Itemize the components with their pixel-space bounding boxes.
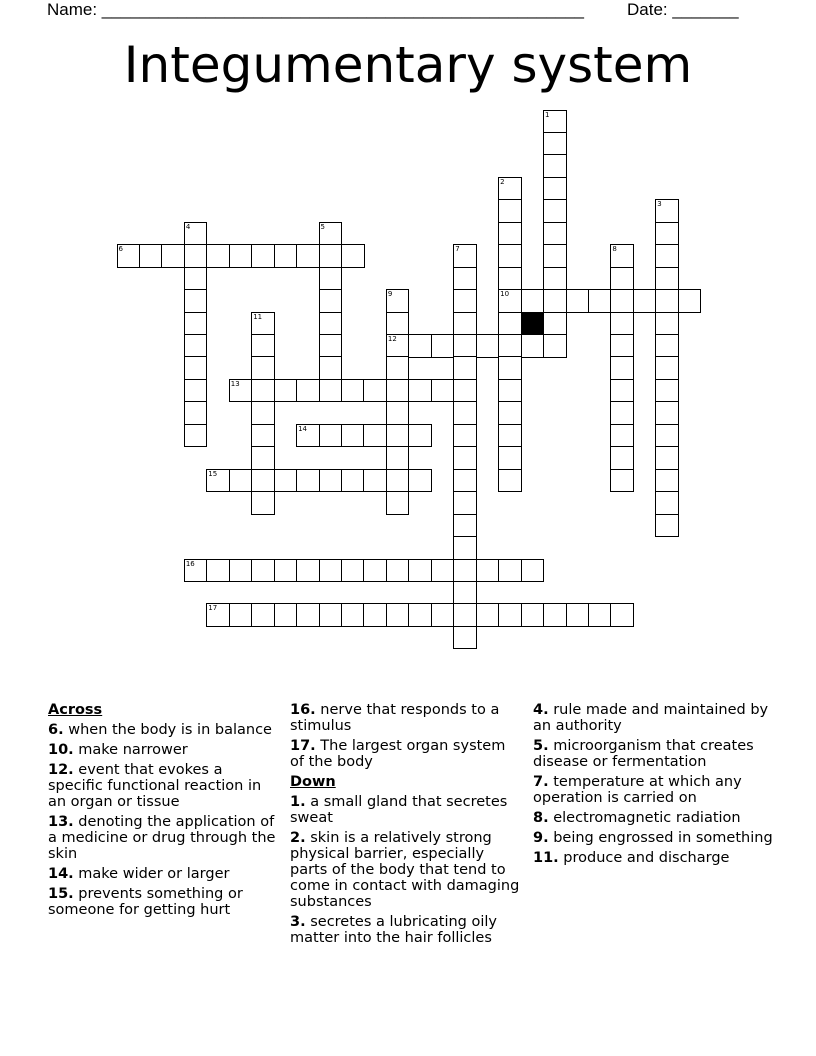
crossword-cell[interactable] (251, 559, 275, 583)
name-field-label: Name: ___________________________________________________ (47, 0, 584, 19)
clue-text: make wider or larger (73, 866, 230, 882)
crossword-cell[interactable] (229, 559, 253, 583)
clue-text: produce and discharge (558, 850, 730, 866)
date-field-label: Date: _______ (627, 0, 739, 19)
clue-text: secretes a lubricating oily matter into the hair follicles (290, 914, 497, 946)
crossword-cell[interactable] (498, 222, 522, 246)
clue-number: 14 (298, 424, 308, 433)
crossword-cell[interactable] (296, 603, 320, 627)
crossword-cell[interactable] (184, 424, 208, 448)
crossword-cell[interactable] (408, 379, 432, 403)
crossword-cell[interactable] (184, 222, 208, 246)
crossword-cell[interactable] (543, 603, 567, 627)
crossword-cell[interactable] (453, 424, 477, 448)
crossword-cell[interactable] (251, 603, 275, 627)
clue-number-label: 3. (290, 914, 306, 930)
clue-number-label: 8. (533, 810, 549, 826)
clue-number-label: 7. (533, 774, 549, 790)
crossword-cell[interactable] (543, 222, 567, 246)
crossword-cell[interactable] (655, 491, 679, 515)
crossword-cell[interactable] (251, 446, 275, 470)
clue-number-label: 11. (533, 850, 559, 866)
crossword-cell[interactable] (498, 446, 522, 470)
clue-number: 8 (612, 245, 617, 254)
across-heading: Across (48, 702, 103, 718)
crossword-cell[interactable] (543, 154, 567, 178)
crossword-cell[interactable] (566, 289, 590, 313)
clue-number: 12 (387, 335, 397, 343)
crossword-cell[interactable] (206, 559, 230, 583)
crossword-cell[interactable] (610, 356, 634, 380)
crossword-cell[interactable] (251, 491, 275, 515)
clue-text: skin is a relatively strong physical barrier, especially parts of the body that tend to come in contact with damaging substances (290, 830, 520, 910)
crossword-cell[interactable] (498, 424, 522, 448)
crossword-cell[interactable] (184, 356, 208, 380)
crossword-cell[interactable] (543, 334, 567, 358)
crossword-cell[interactable] (610, 289, 634, 313)
clue-item (48, 866, 280, 882)
crossword-cell[interactable] (386, 334, 410, 358)
crossword-cell[interactable] (386, 446, 410, 470)
crossword-cell[interactable] (453, 469, 477, 493)
clue-number-label: 5. (533, 738, 549, 754)
crossword-cell[interactable] (274, 603, 298, 627)
crossword-cell[interactable] (319, 244, 343, 268)
crossword-cell[interactable] (453, 536, 477, 560)
crossword-cell[interactable] (543, 312, 567, 336)
crossword-cell[interactable] (610, 446, 634, 470)
crossword-cell[interactable] (610, 267, 634, 291)
crossword-cell[interactable] (319, 289, 343, 313)
clue-number: 6 (118, 245, 123, 254)
crossword-cell[interactable] (521, 334, 545, 358)
clue-number-label: 10. (48, 742, 74, 758)
crossword-cell[interactable] (408, 603, 432, 627)
clue-item (290, 702, 522, 734)
crossword-cell[interactable] (610, 244, 634, 268)
crossword-cell[interactable] (386, 401, 410, 425)
crossword-cell[interactable] (453, 267, 477, 291)
clue-item (48, 886, 280, 918)
crossword-cell[interactable] (319, 334, 343, 358)
crossword-cell[interactable] (453, 334, 477, 358)
crossword-cell[interactable] (319, 312, 343, 336)
down-heading: Down (290, 774, 336, 790)
crossword-cell[interactable] (184, 559, 208, 583)
crossword-cell[interactable] (161, 244, 185, 268)
clue-item (290, 738, 522, 770)
crossword-cell[interactable] (431, 334, 455, 358)
crossword-cell[interactable] (386, 289, 410, 313)
crossword-cell[interactable] (251, 379, 275, 403)
clue-number: 7 (455, 245, 460, 254)
crossword-cell[interactable] (453, 356, 477, 380)
crossword-cell[interactable] (678, 289, 702, 313)
crossword-cell[interactable] (453, 312, 477, 336)
clue-item (48, 722, 280, 738)
clue-number: 13 (230, 379, 240, 388)
crossword-cell[interactable] (543, 244, 567, 268)
crossword-cell[interactable] (386, 603, 410, 627)
clues-column-1 (48, 702, 280, 922)
crossword-cell[interactable] (274, 469, 298, 493)
crossword-cell[interactable] (386, 312, 410, 336)
clue-item (290, 794, 522, 826)
crossword-cell[interactable] (341, 559, 365, 583)
crossword-cell[interactable] (251, 334, 275, 358)
clue-number: 5 (320, 222, 326, 231)
crossword-cell[interactable] (229, 469, 253, 493)
crossword-cell[interactable] (319, 469, 343, 493)
crossword-cell[interactable] (206, 603, 230, 627)
crossword-cell[interactable] (543, 177, 567, 201)
crossword-cell[interactable] (543, 199, 567, 223)
crossword-cell[interactable] (521, 603, 545, 627)
clue-item (533, 850, 773, 866)
crossword-cell[interactable] (386, 491, 410, 515)
clue-text: temperature at which any operation is carried on (533, 774, 742, 806)
crossword-cell[interactable] (476, 334, 500, 358)
clue-item (290, 830, 522, 910)
crossword-cell[interactable] (453, 603, 477, 627)
clue-number-label: 12. (48, 762, 74, 778)
clue-number: 2 (500, 177, 505, 186)
crossword-cell[interactable] (610, 401, 634, 425)
crossword-cell[interactable] (229, 244, 253, 268)
clue-number-label: 4. (533, 702, 549, 718)
crossword-cell[interactable] (363, 559, 387, 583)
clue-text: nerve that responds to a stimulus (290, 702, 500, 734)
crossword-cell[interactable] (184, 379, 208, 403)
crossword-cell[interactable] (521, 559, 545, 583)
clue-text: when the body is in balance (63, 722, 272, 738)
clue-number: 11 (253, 312, 263, 321)
clue-item (533, 774, 773, 806)
crossword-cell[interactable] (655, 514, 679, 538)
clue-number-label: 13. (48, 814, 74, 830)
clue-text: denoting the application of a medicine or drug through the skin (48, 814, 276, 862)
crossword-cell[interactable] (184, 289, 208, 313)
clue-item (533, 702, 773, 734)
clue-number-label: 14. (48, 866, 74, 882)
crossword-cell[interactable] (655, 199, 679, 223)
crossword-cell[interactable] (319, 379, 343, 403)
crossword-cell[interactable] (655, 469, 679, 493)
crossword-cell[interactable] (498, 312, 522, 336)
crossword-cell[interactable] (588, 603, 612, 627)
clue-text: electromagnetic radiation (548, 810, 741, 826)
crossword-cell[interactable] (184, 334, 208, 358)
crossword-cell[interactable] (229, 603, 253, 627)
crossword-cell[interactable] (655, 446, 679, 470)
crossword-cell[interactable] (431, 559, 455, 583)
clue-text: rule made and maintained by an authority (533, 702, 769, 734)
crossword-cell[interactable] (610, 334, 634, 358)
crossword-cell[interactable] (453, 401, 477, 425)
crossword-cell[interactable] (408, 469, 432, 493)
clue-text: prevents something or someone for getting hurt (48, 886, 243, 918)
crossword-cell[interactable] (296, 469, 320, 493)
clue-text: being engrossed in something (548, 830, 773, 846)
crossword-cell[interactable] (655, 244, 679, 268)
crossword-cell[interactable] (184, 267, 208, 291)
crossword-cell[interactable] (251, 469, 275, 493)
crossword-cell[interactable] (341, 603, 365, 627)
crossword-cell[interactable] (274, 379, 298, 403)
crossword-cell[interactable] (251, 356, 275, 380)
crossword-cell[interactable] (319, 222, 343, 246)
clue-number: 17 (208, 604, 218, 613)
clues-column-3 (533, 702, 773, 870)
crossword-cell[interactable] (610, 424, 634, 448)
crossword-cell[interactable] (543, 110, 567, 134)
crossword-cell[interactable] (655, 401, 679, 425)
crossword-cell[interactable] (274, 244, 298, 268)
crossword-cell[interactable] (319, 559, 343, 583)
clue-number-label: 6. (48, 722, 64, 738)
clue-number: 4 (185, 222, 191, 231)
crossword-cell[interactable] (319, 267, 343, 291)
crossword-cell[interactable] (319, 424, 343, 448)
crossword-cell[interactable] (566, 603, 590, 627)
crossword-cell[interactable] (341, 424, 365, 448)
clue-number: 10 (500, 290, 510, 299)
crossword-cell[interactable] (655, 312, 679, 336)
crossword-cell[interactable] (633, 289, 657, 313)
crossword-cell[interactable] (386, 424, 410, 448)
crossword-cell[interactable] (296, 559, 320, 583)
crossword-cell[interactable] (206, 244, 230, 268)
clue-number-label: 16. (290, 702, 316, 718)
crossword-cell[interactable] (521, 289, 545, 313)
crossword-cell[interactable] (431, 379, 455, 403)
clue-text: event that evokes a specific functional reaction in an organ or tissue (48, 762, 262, 810)
crossword-cell[interactable] (498, 244, 522, 268)
crossword-cell[interactable] (498, 469, 522, 493)
crossword-cell[interactable] (453, 379, 477, 403)
crossword-cell[interactable] (498, 334, 522, 358)
crossword-cell[interactable] (296, 379, 320, 403)
clue-text: microorganism that creates disease or fermentation (533, 738, 754, 770)
crossword-cell[interactable] (498, 267, 522, 291)
crossword-cell[interactable] (206, 469, 230, 493)
black-cell (521, 312, 545, 336)
crossword-cell[interactable] (251, 401, 275, 425)
crossword-cell[interactable] (251, 424, 275, 448)
clue-item (533, 738, 773, 770)
crossword-cell[interactable] (363, 469, 387, 493)
clue-number-label: 1. (290, 794, 306, 810)
crossword-cell[interactable] (655, 267, 679, 291)
crossword-cell[interactable] (453, 289, 477, 313)
clues-column-2 (290, 702, 522, 950)
crossword-cell[interactable] (610, 469, 634, 493)
crossword-cell[interactable] (476, 559, 500, 583)
crossword-cell[interactable] (498, 356, 522, 380)
crossword-cell[interactable] (431, 603, 455, 627)
clue-number: 15 (208, 469, 218, 478)
crossword-cell[interactable] (453, 446, 477, 470)
crossword-cell[interactable] (453, 626, 477, 650)
crossword-cell[interactable] (117, 244, 141, 268)
crossword-cell[interactable] (453, 244, 477, 268)
crossword-cell[interactable] (184, 312, 208, 336)
clue-text: make narrower (73, 742, 188, 758)
crossword-cell[interactable] (610, 603, 634, 627)
crossword-cell[interactable] (363, 379, 387, 403)
crossword-cell[interactable] (543, 132, 567, 156)
crossword-cell[interactable] (296, 244, 320, 268)
crossword-cell[interactable] (655, 356, 679, 380)
crossword-cell[interactable] (363, 424, 387, 448)
crossword-cell[interactable] (610, 312, 634, 336)
crossword-cell[interactable] (386, 559, 410, 583)
crossword-cell[interactable] (498, 379, 522, 403)
crossword-cell[interactable] (341, 469, 365, 493)
crossword-cell[interactable] (543, 267, 567, 291)
clue-item (290, 914, 522, 946)
crossword-cell[interactable] (655, 289, 679, 313)
crossword-cell[interactable] (498, 603, 522, 627)
clue-number-label: 17. (290, 738, 316, 754)
clue-item (48, 742, 280, 758)
crossword-cell[interactable] (274, 559, 298, 583)
clue-item (48, 762, 280, 810)
crossword-cell[interactable] (655, 334, 679, 358)
crossword-cell[interactable] (498, 401, 522, 425)
crossword-cell[interactable] (655, 424, 679, 448)
crossword-cell[interactable] (229, 379, 253, 403)
clue-number-label: 9. (533, 830, 549, 846)
crossword-cell[interactable] (588, 289, 612, 313)
clue-number: 3 (657, 200, 662, 209)
crossword-cell[interactable] (251, 244, 275, 268)
crossword-cell[interactable] (139, 244, 163, 268)
crossword-cell[interactable] (363, 603, 387, 627)
clue-number: 1 (545, 110, 550, 119)
crossword-cell[interactable] (498, 199, 522, 223)
page-title: Integumentary system (123, 36, 693, 94)
crossword-cell[interactable] (408, 424, 432, 448)
crossword-cell[interactable] (386, 469, 410, 493)
crossword-cell[interactable] (251, 312, 275, 336)
crossword-cell[interactable] (386, 379, 410, 403)
crossword-cell[interactable] (184, 244, 208, 268)
clue-number: 9 (387, 290, 393, 299)
crossword-cell[interactable] (319, 603, 343, 627)
crossword-cell[interactable] (408, 559, 432, 583)
clue-item (533, 830, 773, 846)
crossword-cell[interactable] (498, 289, 522, 313)
crossword-cell[interactable] (498, 177, 522, 201)
crossword-cell[interactable] (453, 514, 477, 538)
crossword-cell[interactable] (319, 356, 343, 380)
clue-number-label: 15. (48, 886, 74, 902)
crossword-cell[interactable] (341, 379, 365, 403)
crossword-cell[interactable] (543, 289, 567, 313)
crossword-cell[interactable] (341, 244, 365, 268)
crossword-cell[interactable] (296, 424, 320, 448)
clue-number-label: 2. (290, 830, 306, 846)
crossword-cell[interactable] (498, 559, 522, 583)
clue-number: 16 (185, 559, 195, 568)
crossword-cell[interactable] (476, 603, 500, 627)
crossword-cell[interactable] (386, 356, 410, 380)
crossword-cell[interactable] (453, 491, 477, 515)
clue-text: The largest organ system of the body (290, 738, 506, 770)
clue-item (533, 810, 773, 826)
crossword-cell[interactable] (453, 559, 477, 583)
crossword-cell[interactable] (408, 334, 432, 358)
crossword-cell[interactable] (453, 581, 477, 605)
crossword-cell[interactable] (655, 379, 679, 403)
clue-item (48, 814, 280, 862)
clue-text: a small gland that secretes sweat (290, 794, 508, 826)
crossword-cell[interactable] (610, 379, 634, 403)
crossword-cell[interactable] (655, 222, 679, 246)
crossword-cell[interactable] (184, 401, 208, 425)
